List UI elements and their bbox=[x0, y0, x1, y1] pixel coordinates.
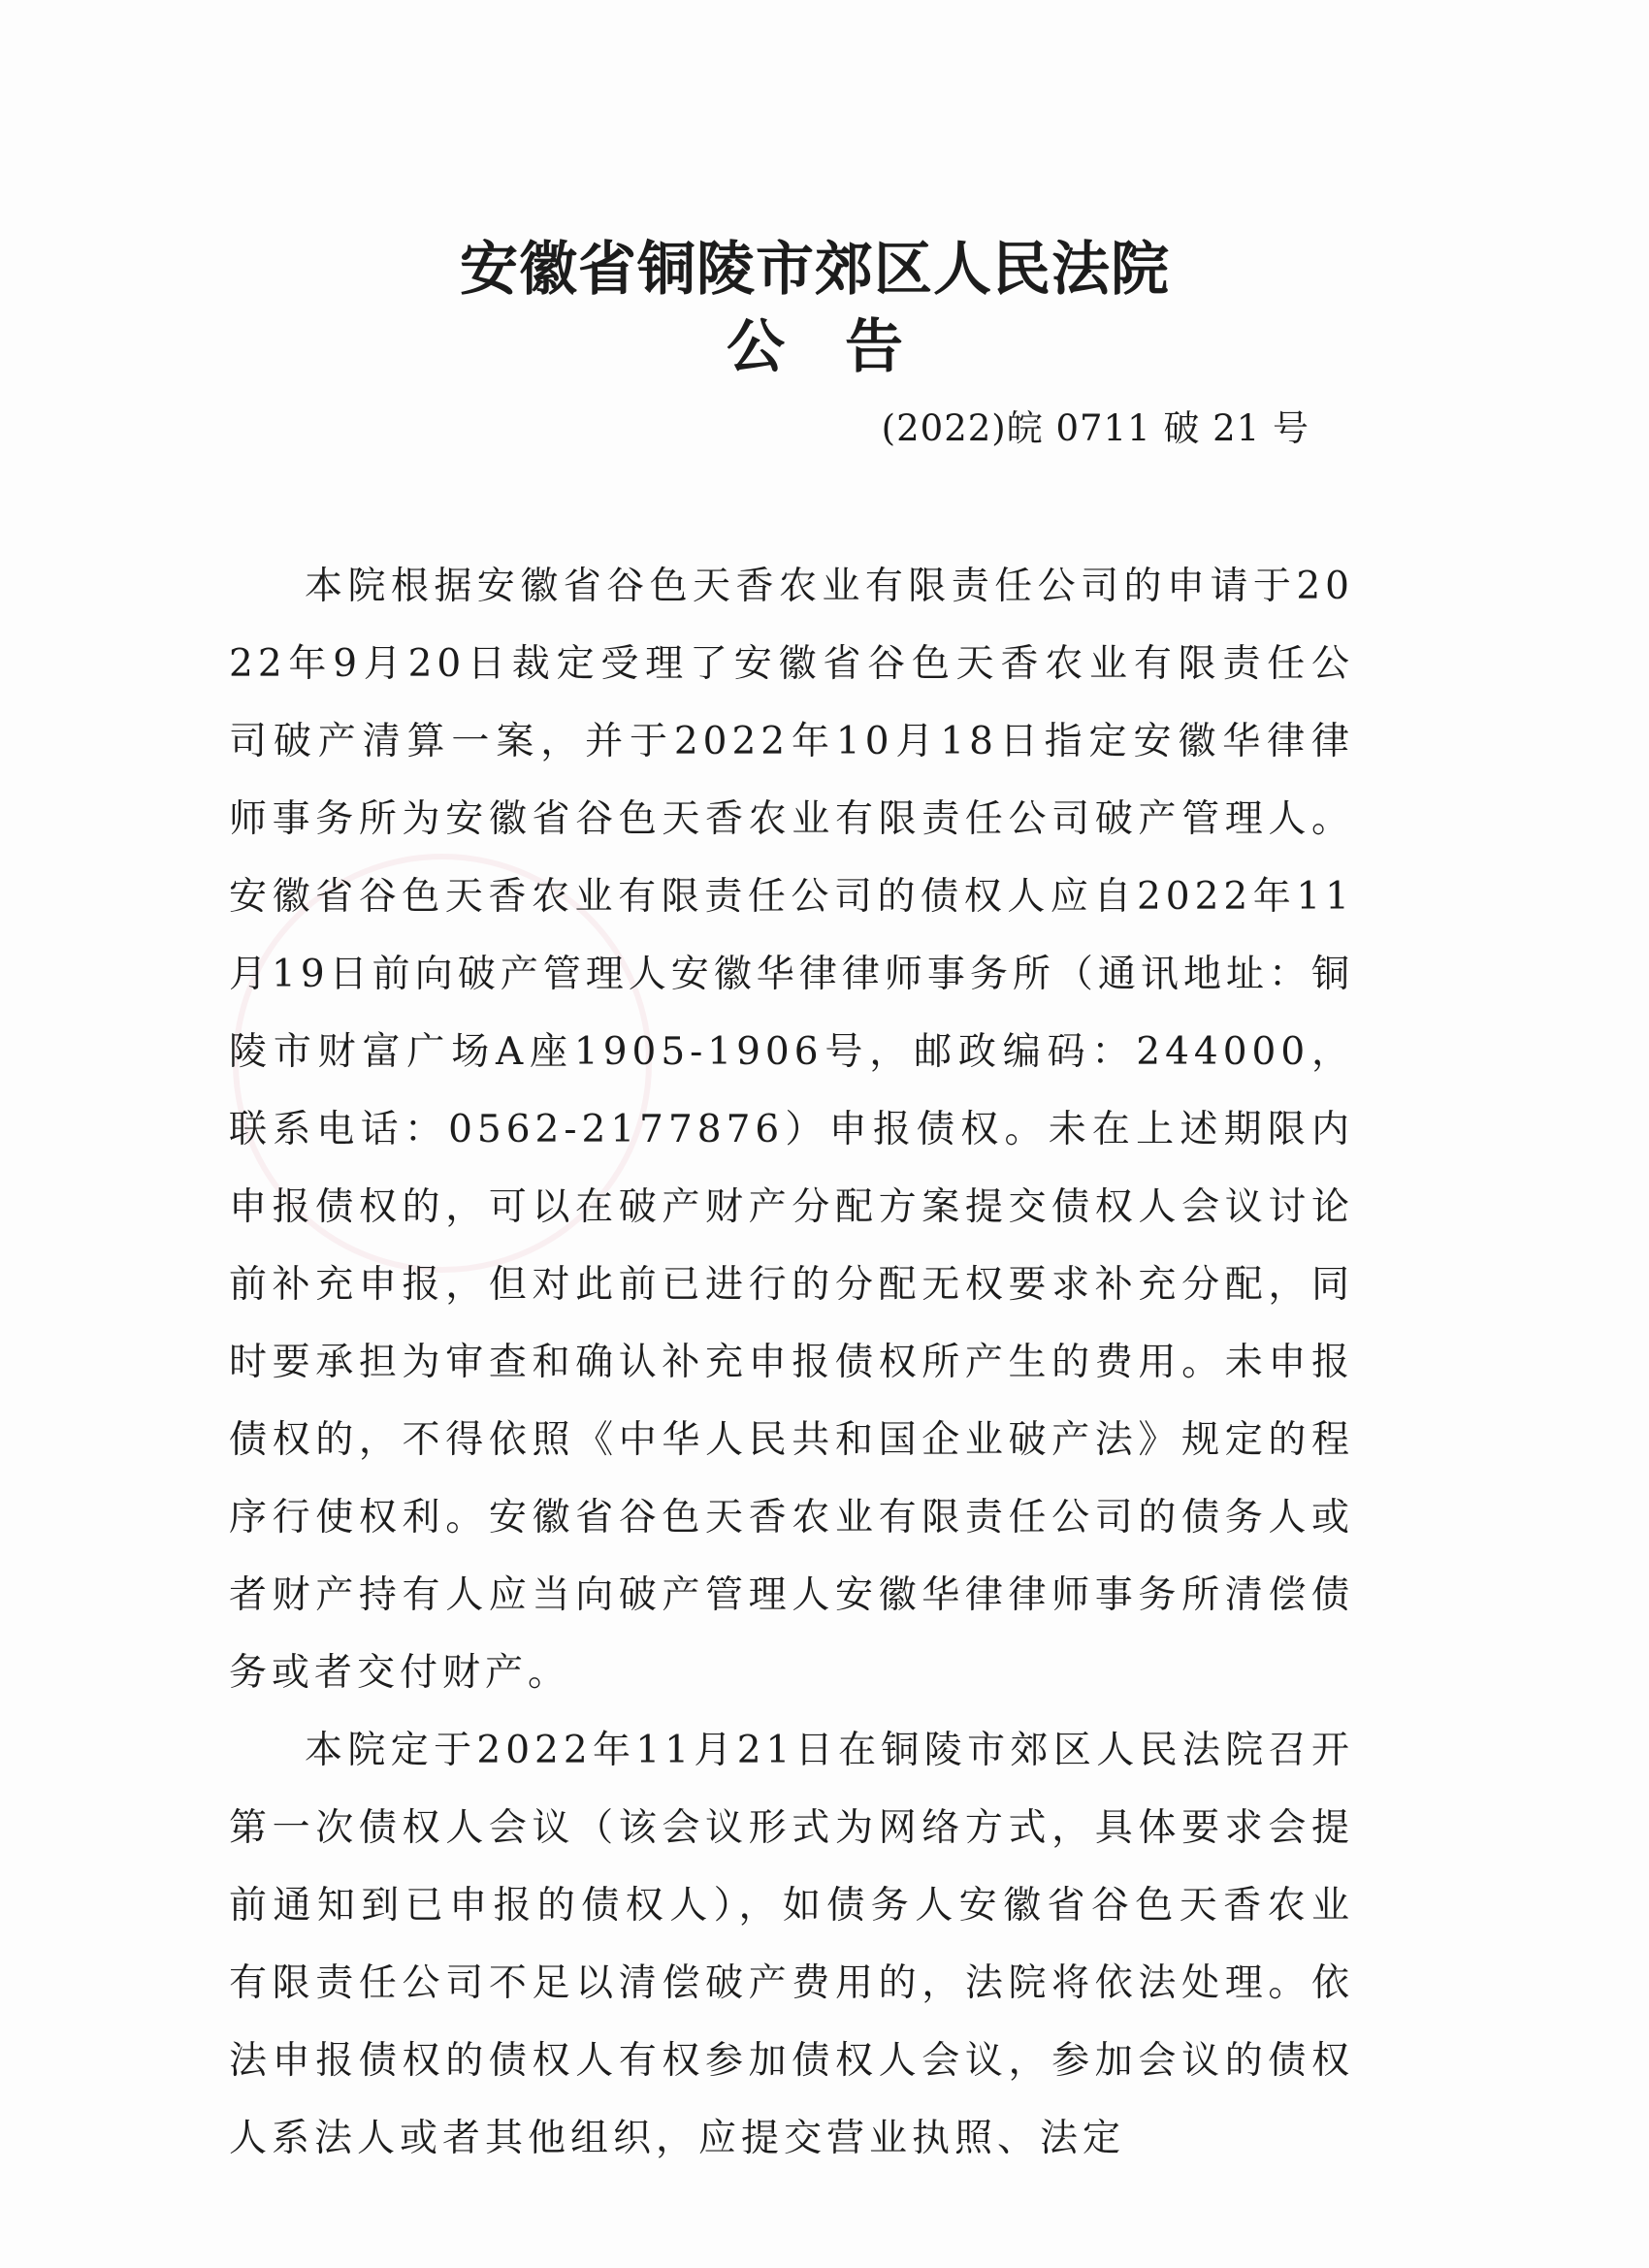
notice-title: 公告 bbox=[727, 313, 963, 381]
court-name-title: 安徽省铜陵市郊区人民法院 bbox=[460, 236, 1170, 304]
body-paragraph-1: 本院根据安徽省谷色天香农业有限责任公司的申请于2022年9月20日裁定受理了安徽省谷色天香农业有限责任公司破产清算一案，并于2022年10月18日指定安徽华律律师事务所为安徽省谷色天香农业有限责任公司破产管理人。安徽省谷色天香农业有限责任公司的债权人应自2022年11月19日前向破产管理人安徽华律律师事务所（通讯地址：铜陵市财富广场A座1905-1906号，邮政编码：244000，联系电话：0562-2177876）申报债权。未在上述期限内申报债权的，可以在破产财产分配方案提交债权人会议讨论前补充申报，但对此前已进行的分配无权要求补充分配，同时要承担为审查和确认补充申报债权所产生的费用。未申报债权的，不得依照《中华人民共和国企业破产法》规定的程序行使权利。安徽省谷色天香农业有限责任公司的债务人或者财产持有人应当向破产管理人安徽华律律师事务所清偿债务或者交付财产。 bbox=[229, 565, 1354, 1695]
body-paragraph-2: 本院定于2022年11月21日在铜陵市郊区人民法院召开第一次债权人会议（该会议形式为网络方式，具体要求会提前通知到已申报的债权人），如债务人安徽省谷色天香农业有限责任公司不足以清偿破产费用的，法院将依法处理。依法申报债权的债权人有权参加债权人会议，参加会议的债权人系法人或者其他组织，应提交营业执照、法定 bbox=[229, 1729, 1354, 2160]
notice-body bbox=[229, 548, 1354, 2178]
case-number: (2022)皖 0711 破 21 号 bbox=[881, 407, 1310, 449]
